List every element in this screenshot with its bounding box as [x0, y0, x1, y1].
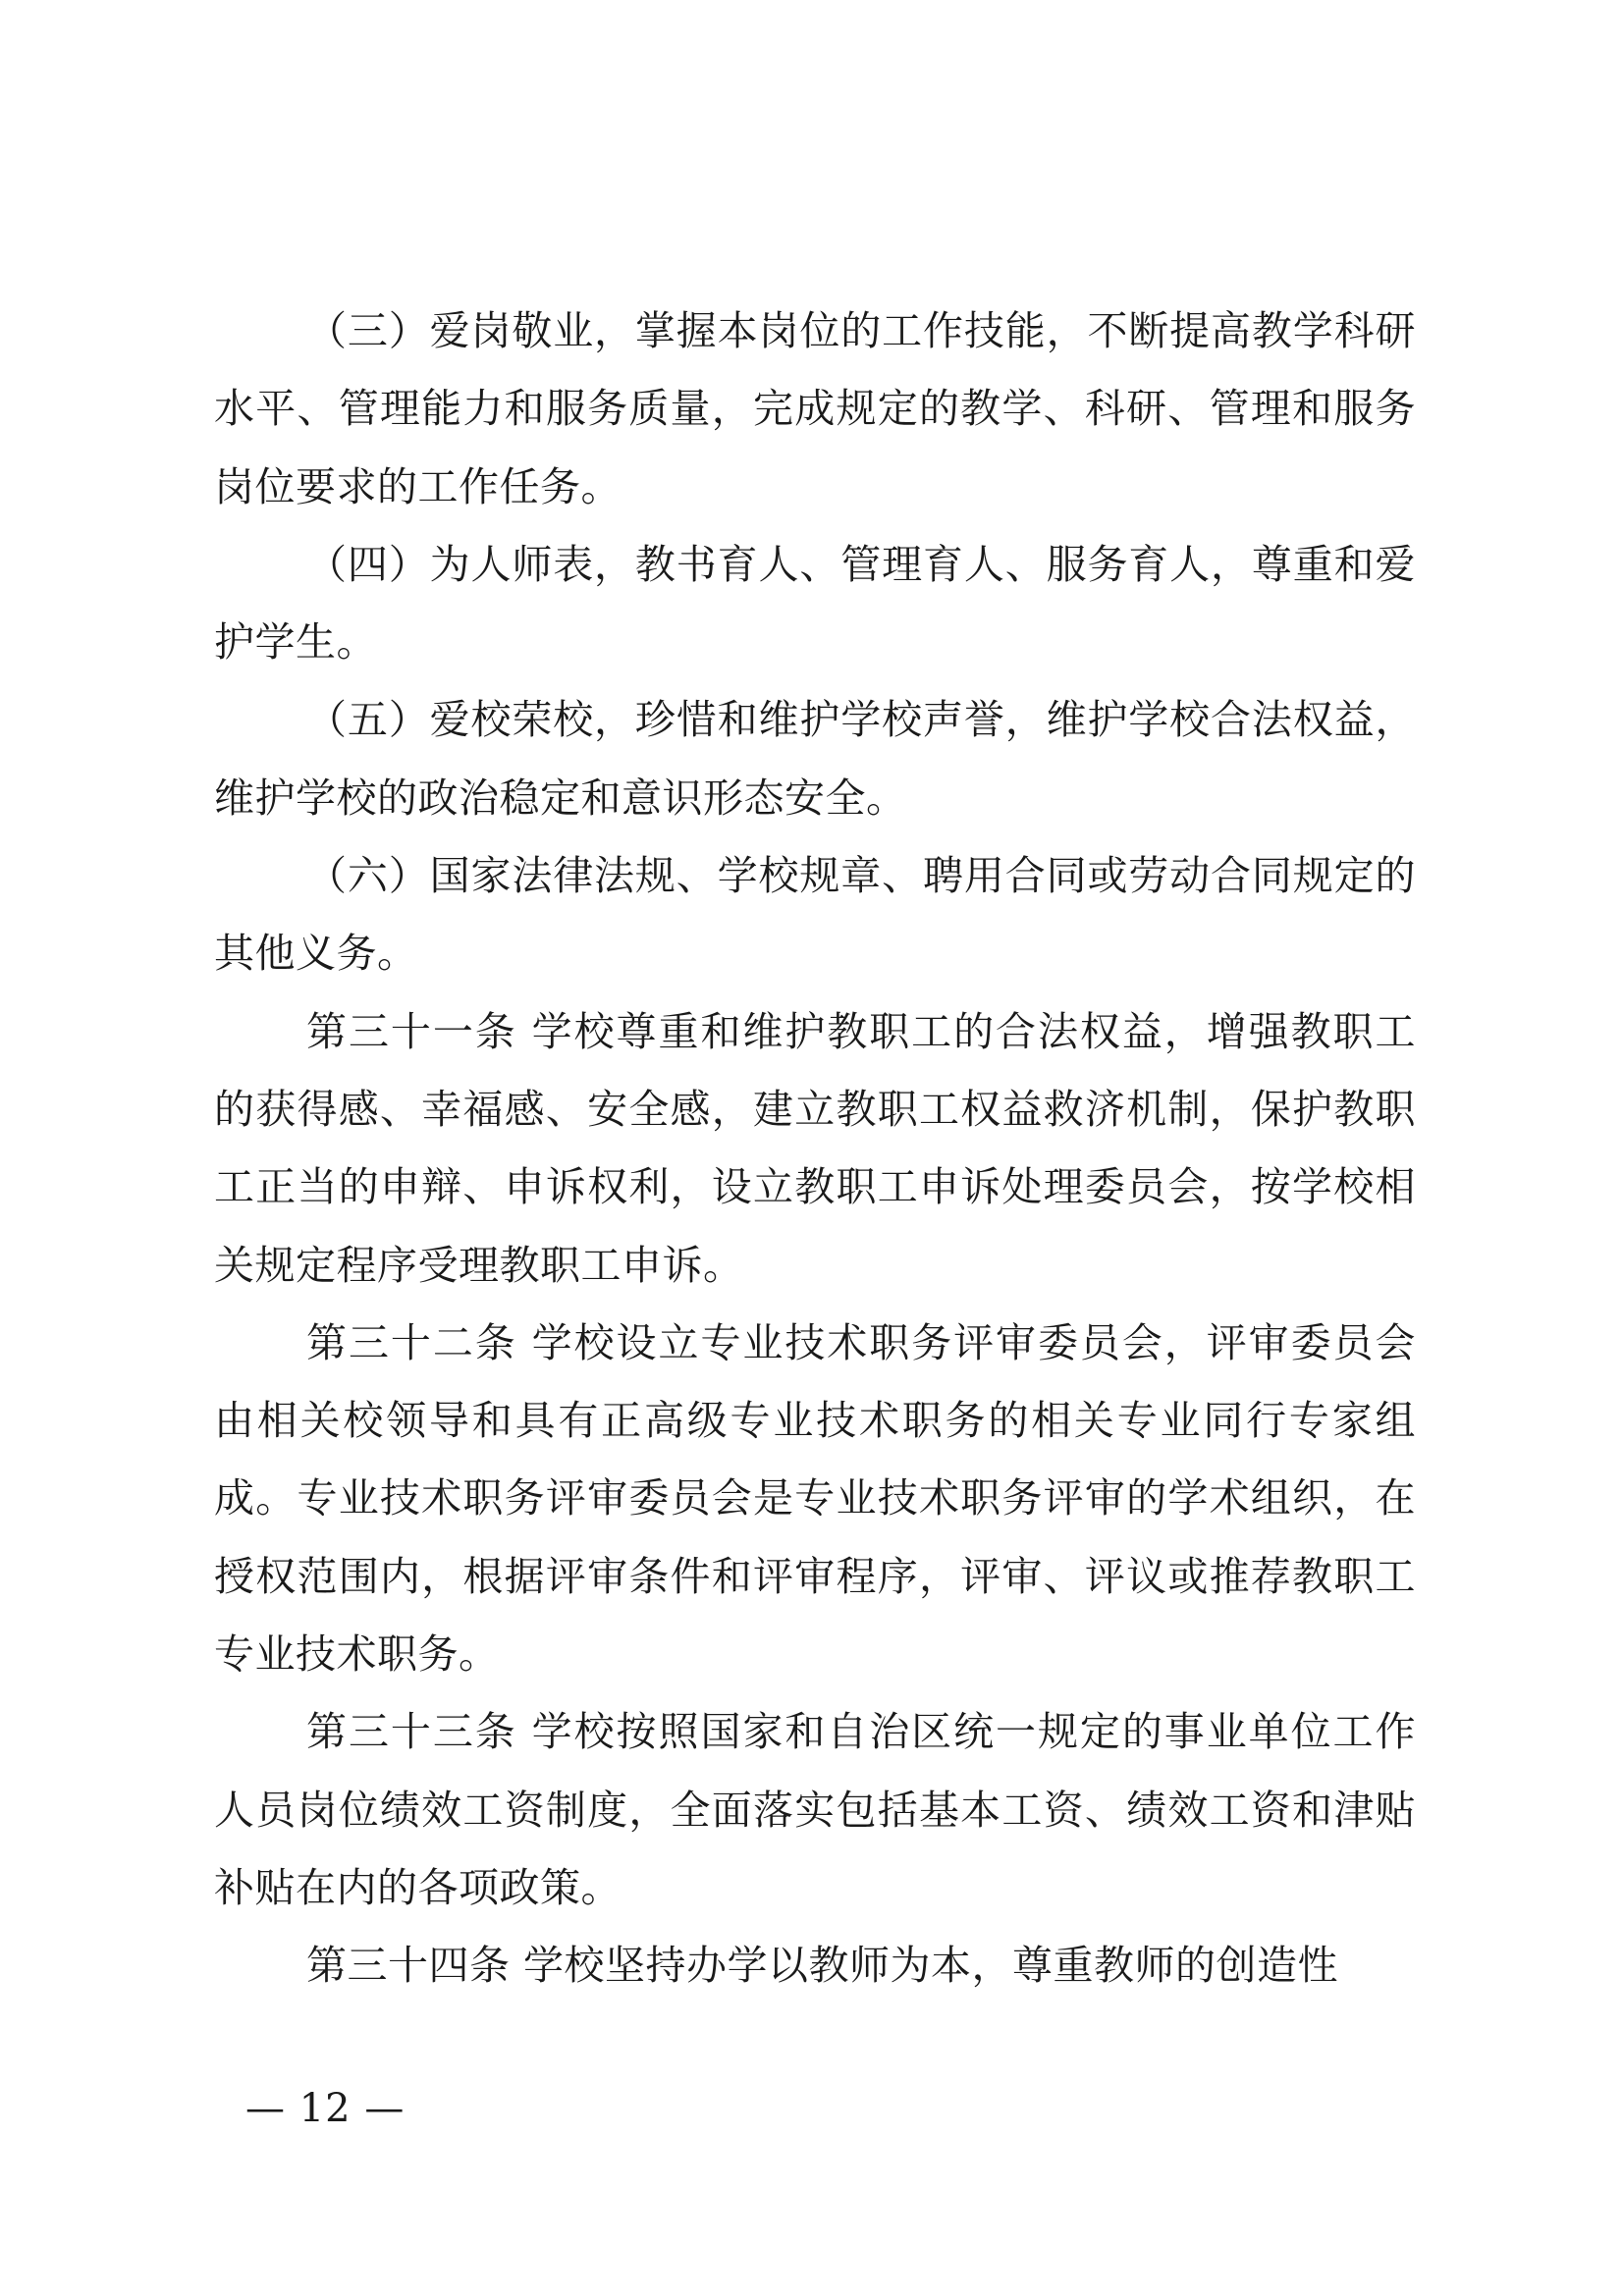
- paragraph-article-33: 第三十三条 学校按照国家和自治区统一规定的事业单位工作人员岗位绩效工资制度，全面落实包括基本工资、绩效工资和津贴补贴在内的各项政策。: [214, 1708, 1416, 1911]
- paragraph-article-32: 第三十二条 学校设立专业技术职务评审委员会，评审委员会由相关校领导和具有正高级专业技术职务的相关专业同行专家组成。专业技术职务评审委员会是专业技术职务评审的学术组织，在授权范围内，根据评审条件和评审程序，评审、评议或推荐教职工专业技术职务。: [214, 1318, 1416, 1679]
- paragraph-duty-4: （四）为人师表，教书育人、管理育人、服务育人，尊重和爱护学生。: [214, 540, 1416, 667]
- document-body: [214, 293, 1416, 2005]
- page-number: — 12 —: [245, 2086, 406, 2131]
- paragraph-article-34: 第三十四条 学校坚持办学以教师为本，尊重教师的创造性: [306, 1942, 1339, 1990]
- paragraph-article-31: 第三十一条 学校尊重和维护教职工的合法权益，增强教职工的获得感、幸福感、安全感，建立教职工权益救济机制，保护教职工正当的申辩、申诉权利，设立教职工申诉处理委员会，按学校相关规定程序受理教职工申诉。: [214, 1007, 1416, 1289]
- paragraph-duty-3: （三）爱岗敬业，掌握本岗位的工作技能，不断提高教学科研水平、管理能力和服务质量，完成规定的教学、科研、管理和服务岗位要求的工作任务。: [214, 307, 1416, 510]
- paragraph-duty-5: （五）爱校荣校，珍惜和维护学校声誉，维护学校合法权益，维护学校的政治稳定和意识形态安全。: [214, 696, 1416, 822]
- paragraph-duty-6: （六）国家法律法规、学校规章、聘用合同或劳动合同规定的其他义务。: [214, 852, 1416, 978]
